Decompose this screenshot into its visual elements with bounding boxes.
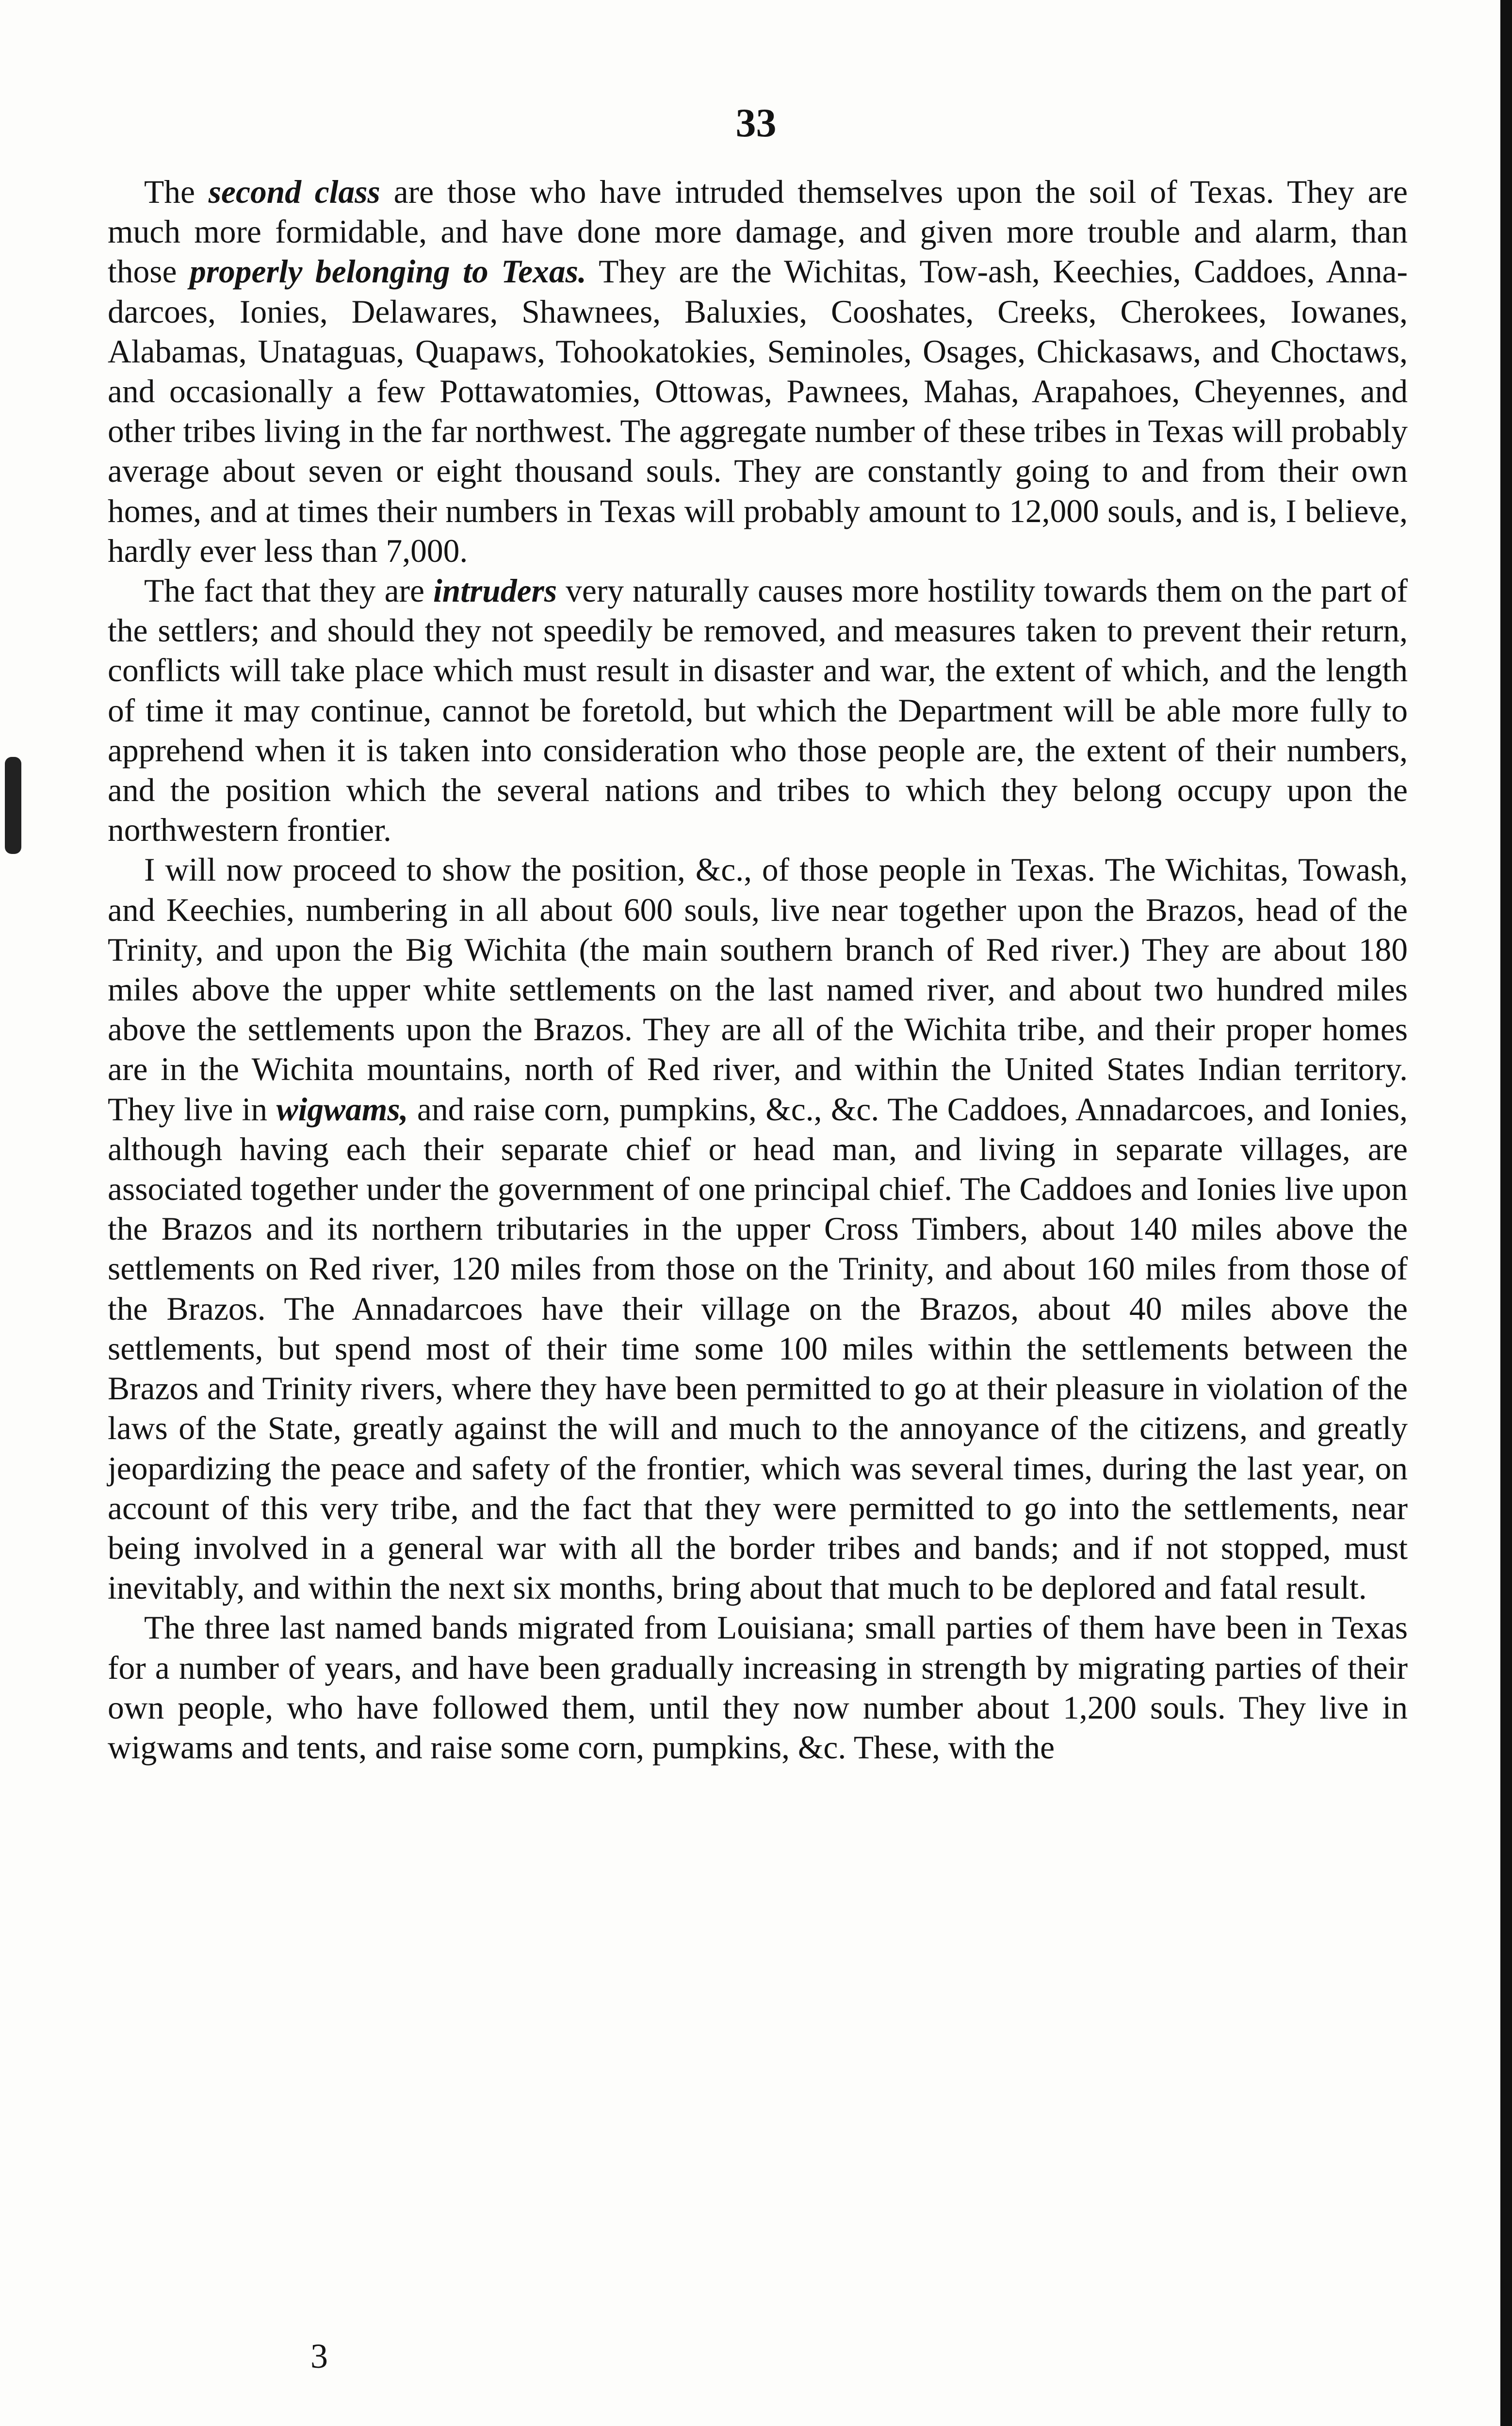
paragraph-intruders	[108, 571, 1408, 850]
emphasis-text: wigwams,	[276, 1091, 408, 1128]
margin-ink-mark	[5, 757, 21, 854]
text-run: and raise corn, pumpkins, &c., &c. The Caddoes, Annadarcoes, and Ionies, although having each their separate chief or head man, and living in separate villages, are associated together under the government of one principal chief. The Caddoes and Ionies live upon the Brazos and its northern tributaries in the upper Cross Timbers, about 140 miles above the settlements on Red river, 120 miles from those on the Trinity, and about 160 miles from those of the Brazos. The Annadarcoes have their village on the Brazos, about 40 miles above the settlements, but spend most of their time some 100 miles within the settlements between the Brazos and Trinity rivers, where they have been permitted to go at their pleasure in violation of the laws of the State, greatly against the will and much to the annoyance of the citizens, and greatly jeopardizing the peace and safety of the frontier, which was several times, during the last year, on account of this very tribe, and the fact that they were permitted to go into the settlements, near being involved in a general war with all the border tribes and bands; and if not stopped, must inevitably, and within the next six months, bring about that much to be deplored and fatal result.	[108, 1091, 1408, 1606]
signature-mark: 3	[310, 2337, 328, 2376]
paragraph-position	[108, 850, 1408, 1608]
text-run: The three last named bands migrated from Louisiana; small parties of them have been in Texas for a number of years, and have been gradually increasing in strength by migrating parties of their own people, who have followed them, until they now number about 1,200 souls. They live in wigwams and tents, and raise some corn, pumpkins, &c. These, with the	[108, 1609, 1408, 1766]
text-run: They are the Wichitas, Tow-ash, Keechies, Caddoes, Anna-darcoes, Ionies, Delawares, Shawnees, Baluxies, Cooshates, Creeks, Cherokees, Iowanes, Alabamas, Unataguas, Quapaws, Tohookatokies, Seminoles, Osages, Chickasaws, and Choctaws, and occasionally a few Pottawatomies, Ottowas, Pawnees, Mahas, Arapahoes, Cheyennes, and other tribes living in the far northwest. The aggregate number of these tribes in Texas will probably average about seven or eight thousand souls. They are constantly going to and from their own homes, and at times their numbers in Texas will probably amount to 12,000 souls, and is, I believe, hardly ever less than 7,000.	[108, 253, 1408, 569]
emphasis-text: properly belonging to Texas.	[190, 253, 586, 290]
page-number: 33	[735, 100, 777, 146]
body-text	[108, 172, 1408, 1768]
text-run: The fact that they are	[144, 573, 433, 609]
text-run: I will now proceed to show the position, &c., of those people in Texas. The Wichitas, Towash, and Keechies, numbering in all about 600 souls, live near together upon the Brazos, head of the Trinity, and upon the Big Wichita (the main southern branch of Red river.) They are about 180 miles above the upper white settlements on the last named river, and about two hundred miles above the settlements upon the Brazos. They are all of the Wichita tribe, and their proper homes are in the Wichita mountains, north of Red river, and within the United States Indian territory. They live in	[108, 852, 1408, 1128]
text-run: The	[144, 174, 209, 210]
text-run: very naturally causes more hostility towards them on the part of the settlers; and should they not speedily be removed, and measures taken to prevent their return, conflicts will take place which must result in disaster and war, the extent of which, and the length of time it may continue, cannot be foretold, but which the Department will be able more fully to apprehend when it is taken into consideration who those people are, the extent of their numbers, and the position which the several nations and tribes to which they belong occupy upon the northwestern frontier.	[108, 573, 1408, 849]
paragraph-three-bands	[108, 1608, 1408, 1768]
emphasis-text: second class	[208, 174, 380, 210]
text-run: are those who have intruded themselves upon the soil of Texas. They are much more formidable, and have done more damage, and given more trouble and alarm, than those	[108, 174, 1408, 290]
emphasis-text: intruders	[433, 573, 557, 609]
scan-edge-shadow	[1500, 0, 1512, 2426]
paragraph-second-class	[108, 172, 1408, 571]
